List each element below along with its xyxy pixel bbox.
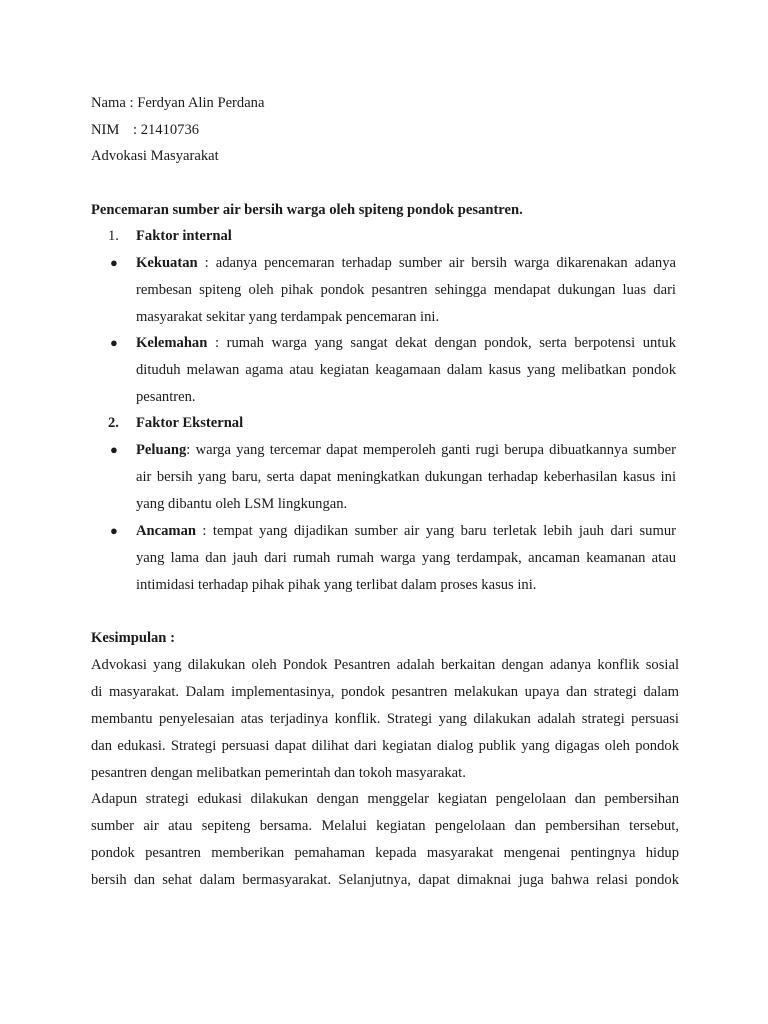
conclusion-p1-line-2: di masyarakat. Dalam implementasinya, pondok pesantren melakukan upaya dan strategi dalam bbox=[91, 684, 679, 700]
bullet-marker: ● bbox=[110, 523, 118, 538]
bullet-ancaman-line-3: intimidasi terhadap pihak pihak yang terlibat dalam proses kasus ini. bbox=[136, 577, 537, 593]
section-number: 2. bbox=[108, 415, 119, 431]
bullet-marker: ● bbox=[110, 442, 118, 457]
bullet-peluang-line-2: air bersih yang baru, serta dapat meningkatkan dukungan terhadap keberhasilan kasus ini bbox=[136, 469, 676, 485]
conclusion-p2-line-3: pondok pesantren memberikan pemahaman kepada masyarakat mengenai pentingnya hidup bbox=[91, 845, 679, 861]
student-name-line: Nama : Ferdyan Alin Perdana bbox=[91, 95, 265, 111]
bullet-marker: ● bbox=[110, 255, 118, 270]
document-title: Pencemaran sumber air bersih warga oleh spiteng pondok pesantren. bbox=[91, 202, 523, 218]
bullet-kelemahan-line-2: dituduh melawan agama atau kegiatan keagamaan dalam kasus yang melibatkan pondok bbox=[136, 362, 676, 378]
bullet-peluang-line-3: yang dibantu oleh LSM lingkungan. bbox=[136, 496, 348, 512]
section-heading-internal: Faktor internal bbox=[136, 228, 232, 244]
bullet-term: Peluang bbox=[136, 442, 187, 458]
conclusion-heading: Kesimpulan : bbox=[91, 630, 175, 646]
bullet-text: : warga yang tercemar dapat memperoleh ganti rugi berupa dibuatkannya sumber bbox=[186, 442, 676, 458]
bullet-kelemahan-line-1 bbox=[136, 334, 676, 352]
bullet-peluang-line-1 bbox=[136, 441, 676, 459]
conclusion-p1-line-4: dan edukasi. Strategi persuasi dapat dilihat dari kegiatan dialog publik yang digagas oleh pondok bbox=[91, 738, 679, 754]
bullet-ancaman-line-1 bbox=[136, 522, 676, 540]
section-heading-external: Faktor Eksternal bbox=[136, 415, 244, 431]
bullet-term: Kelemahan bbox=[136, 335, 208, 351]
conclusion-p2-line-4: bersih dan sehat dalam bermasyarakat. Selanjutnya, dapat dimaknai juga bahwa relasi pondok bbox=[91, 872, 679, 888]
bullet-kekuatan-line-3: masyarakat sekitar yang terdampak pencemaran ini. bbox=[136, 309, 440, 325]
bullet-term: Ancaman bbox=[136, 523, 196, 539]
bullet-term: Kekuatan bbox=[136, 255, 198, 271]
course-name: Advokasi Masyarakat bbox=[91, 148, 219, 164]
conclusion-p2-line-2: sumber air atau sepiteng bersama. Melalui kegiatan pengelolaan dan pembersihan tersebut, bbox=[91, 818, 679, 834]
bullet-ancaman-line-2: yang lama dan jauh dari rumah rumah warga yang terdampak, ancaman keamanan atau bbox=[136, 550, 676, 566]
bullet-text: : rumah warga yang sangat dekat dengan pondok, serta berpotensi untuk bbox=[207, 335, 676, 351]
bullet-kekuatan-line-1 bbox=[136, 254, 676, 272]
nim-value: : 21410736 bbox=[133, 122, 200, 138]
conclusion-p1-line-5: pesantren dengan melibatkan pemerintah dan tokoh masyarakat. bbox=[91, 765, 466, 781]
conclusion-p1-line-1: Advokasi yang dilakukan oleh Pondok Pesantren adalah berkaitan dengan adanya konflik sosial bbox=[91, 657, 679, 673]
conclusion-p1-line-3: membantu penyelesaian atas terjadinya konflik. Strategi yang dilakukan adalah strategi persuasi bbox=[91, 711, 679, 727]
student-nim-line bbox=[0, 121, 768, 139]
section-number: 1. bbox=[108, 228, 119, 244]
bullet-kelemahan-line-3: pesantren. bbox=[136, 389, 196, 405]
bullet-text: : tempat yang dijadikan sumber air yang baru terletak lebih jauh dari sumur bbox=[196, 523, 676, 539]
bullet-kekuatan-line-2: rembesan spiteng oleh pihak pondok pesantren sehingga mendapat dukungan luas dari bbox=[136, 282, 676, 298]
bullet-marker: ● bbox=[110, 335, 118, 350]
nim-label: NIM bbox=[91, 122, 120, 138]
bullet-text: : adanya pencemaran terhadap sumber air bersih warga dikarenakan adanya bbox=[197, 255, 676, 271]
conclusion-p2-line-1: Adapun strategi edukasi dilakukan dengan menggelar kegiatan pengelolaan dan pembersihan bbox=[91, 791, 679, 807]
